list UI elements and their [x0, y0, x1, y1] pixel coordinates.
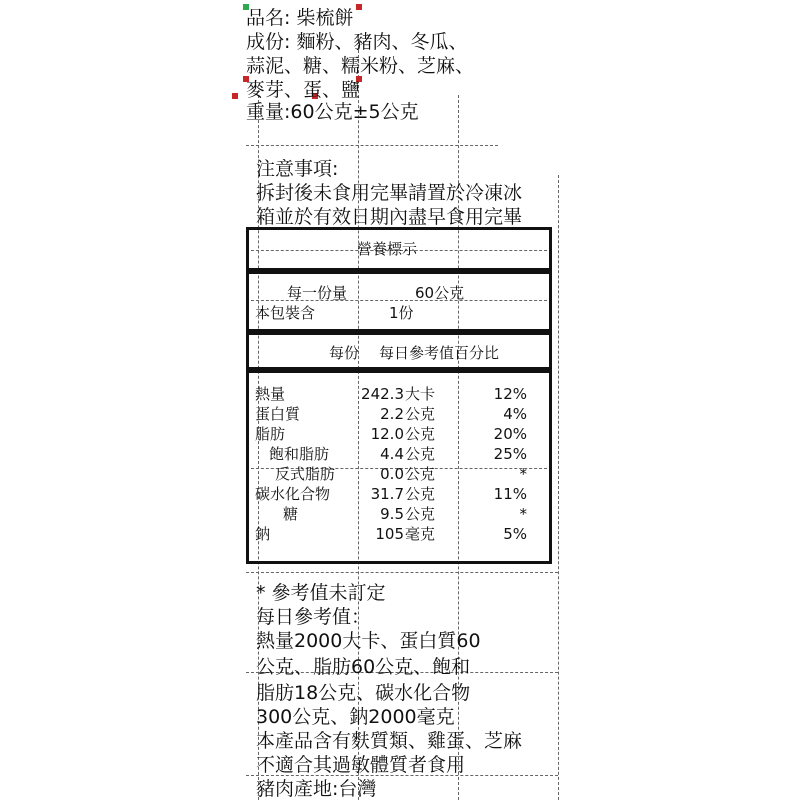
selection-handle-top-mid[interactable] [356, 4, 362, 10]
nutrient-unit: 公克 [405, 505, 436, 523]
product-name: 品名: 柴梳餅 [246, 7, 354, 29]
footnote-line-4: 公克、脂肪60公克、飽和 [256, 656, 471, 678]
selection-handle-left-2[interactable] [232, 93, 238, 99]
nutrient-unit: 大卡 [405, 385, 436, 403]
nutrient-name: 鈉 [255, 525, 271, 543]
nutrient-value: 9.5 [380, 505, 404, 523]
nutrient-daily-pct: 4% [503, 405, 527, 423]
guide-horizontal-1 [246, 145, 498, 146]
nutrient-daily-pct: * [519, 465, 527, 483]
nutrient-value: 31.7 [370, 485, 404, 503]
column-daily-value: 每日參考值百分比 [379, 344, 500, 362]
pork-origin: 豬肉產地:台灣 [256, 778, 377, 800]
nutrient-daily-pct: 12% [493, 385, 527, 403]
servings-per-package-label: 本包裝含 [255, 304, 316, 322]
nutrient-daily-pct: 25% [493, 445, 527, 463]
nutrition-serving-box [246, 271, 552, 332]
nutrient-name: 熱量 [255, 385, 286, 403]
nutrition-title-box [246, 227, 552, 271]
footnote-line-3: 熱量2000大卡、蛋白質60 [256, 630, 481, 652]
nutrient-unit: 毫克 [405, 525, 436, 543]
nutrition-facts-box [246, 370, 552, 564]
serving-size-label: 每一份量 [287, 284, 348, 302]
nutrient-unit: 公克 [405, 485, 436, 503]
guide-vertical-4 [558, 175, 559, 800]
nutrient-daily-pct: * [519, 505, 527, 523]
nutrient-name: 飽和脂肪 [269, 445, 330, 463]
column-per-serving: 每份 [329, 344, 360, 362]
nutrient-value: 2.2 [380, 405, 404, 423]
nutrient-value: 242.3 [361, 385, 404, 403]
nutrient-daily-pct: 11% [493, 485, 527, 503]
footnote-no-reference: * 參考值未訂定 [256, 582, 386, 604]
nutrient-value: 105 [375, 525, 404, 543]
nutrient-value: 4.4 [380, 445, 404, 463]
nutrient-daily-pct: 20% [493, 425, 527, 443]
notice-line-1: 拆封後未食用完畢請置於冷凍冰 [256, 182, 523, 204]
serving-size-value: 60公克 [415, 284, 465, 302]
nutrient-unit: 公克 [405, 425, 436, 443]
guide-horizontal-5 [246, 572, 558, 573]
net-weight: 重量:60公克±5公克 [246, 101, 419, 123]
servings-per-package-value: 1份 [389, 304, 414, 322]
nutrient-name: 脂肪 [255, 425, 286, 443]
nutrition-header-box [246, 332, 552, 370]
nutrient-name: 蛋白質 [255, 405, 301, 423]
footnote-line-6: 300公克、鈉2000毫克 [256, 706, 455, 728]
footnote-line-5: 脂肪18公克、碳水化合物 [256, 682, 471, 704]
nutrient-unit: 公克 [405, 405, 436, 423]
ingredients-line-1: 成份: 麵粉、豬肉、冬瓜、 [246, 31, 468, 53]
nutrient-unit: 公克 [405, 445, 436, 463]
nutrient-name: 糖 [283, 505, 299, 523]
ingredients-line-2: 蒜泥、糖、糯米粉、芝麻、 [246, 55, 475, 77]
nutrient-unit: 公克 [405, 465, 436, 483]
nutrient-value: 12.0 [370, 425, 404, 443]
allergen-notice: 本產品含有麩質類、雞蛋、芝麻 [256, 730, 523, 752]
notice-title: 注意事項: [256, 158, 339, 180]
nutrient-name: 碳水化合物 [255, 485, 331, 503]
ingredients-line-3: 麥芽、蛋、鹽 [246, 79, 361, 101]
notice-line-2: 箱並於有效日期內盡早食用完畢 [256, 206, 523, 228]
nutrient-value: 0.0 [380, 465, 404, 483]
nutrition-title: 營養標示 [357, 240, 418, 258]
nutrient-name: 反式脂肪 [275, 465, 336, 483]
footnote-daily-reference-title: 每日參考值： [256, 606, 371, 628]
allergen-warning: 不適合其過敏體質者食用 [256, 754, 466, 776]
nutrient-daily-pct: 5% [503, 525, 527, 543]
